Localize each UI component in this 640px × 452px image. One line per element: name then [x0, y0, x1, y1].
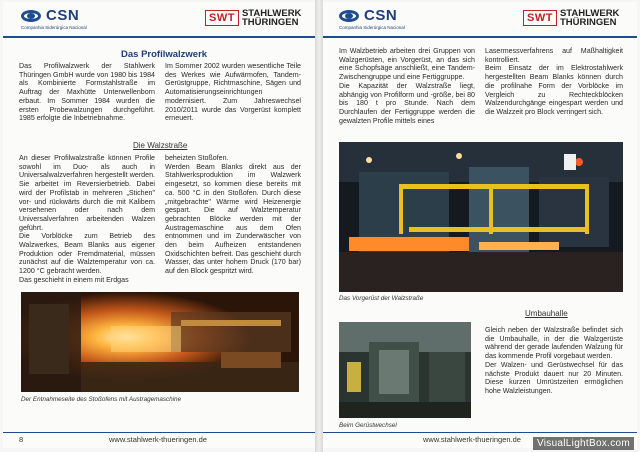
furnace-photo-caption: Der Entnahmeseite des Stoßofens mit Austragemaschine [21, 396, 182, 403]
furnace-photo-image [21, 292, 299, 392]
swt-logo: SWT STAHLWERK THÜRINGEN [205, 9, 301, 27]
footer-url[interactable]: www.stahlwerk-thueringen.de [109, 435, 207, 444]
page-number: 8 [19, 435, 24, 444]
stand-change-caption: Beim Gerüstwechsel [339, 422, 397, 429]
right-page [323, 2, 637, 448]
stand-change-photo [339, 322, 471, 418]
footer-rule [323, 432, 637, 433]
right-header [323, 2, 637, 36]
section-title-walzstrasse: Die Walzstraße [133, 141, 188, 150]
walzstrasse-column-1: An dieser Profilwalzstraße können Profile sowohl im Duo- als auch in Universalwalzverfahren hergestellt werden. Sie arbeitet im Reversierbetrieb. Dabei wird der Profilstab in mehreren „Stichen" vor- und rückwärts durch die mit Kalibern versehenen oder nach dem Universalverfahren arbeitenden Walzen geführt. Die Vorblöcke zum Betrieb des Walzwerkes, Beam Blanks aus eigener Produktion oder Fremdmaterial, müssen zunächst auf die Walztemperatur von ca. 1200 °C gebracht werden. Das geschieht in einem mit Erdgas [19, 154, 155, 284]
csn-logo: CSN Companhia Siderúrgica Nacional [339, 7, 405, 30]
section-title-umbauhalle: Umbauhalle [525, 309, 568, 318]
header-rule [323, 36, 637, 38]
umbauhalle-column: Gleich neben der Walzstraße befindet sich die Umbauhalle, in der die Walzgerüste während der gerade laufenden Walzung für das kommende Profil vorgebaut werden. Der Walzen- und Gerüstwechsel für das nächste Produkt dauert nur 20 Minuten. Diese kurzen Umrüstzeiten ermöglichen hohe Walzleistungen. [485, 326, 623, 395]
right-column-1: Im Walzbetrieb arbeiten drei Gruppen von Walzgerüsten, ein Vorgerüst, an das sich eine Schopfsäge anschließt, eine Tandem-Zwischengruppe und eine Fertiggruppe. Die Kapazität der Walzstraße liegt, abhängig von Profilform und -größe, bei 80 bis 180 t pro Stunde. Nach dem Durchlaufen der Fertiggruppe werden die gewalzten Profile mittels eines [339, 47, 475, 125]
left-header [3, 2, 315, 36]
csn-logo-icon [21, 9, 43, 23]
footer-url[interactable]: www.stahlwerk-thueringen.de [423, 435, 521, 444]
watermark: VisualLightBox.com [533, 437, 634, 450]
roughing-stand-image [339, 142, 623, 292]
furnace-photo [21, 292, 299, 392]
swt-logo: SWT STAHLWERK THÜRINGEN [523, 9, 619, 27]
stand-change-image [339, 322, 471, 418]
csn-logo: CSN Companhia Siderúrgica Nacional [21, 7, 87, 30]
header-rule [3, 36, 315, 38]
page-title: Das Profilwalzwerk [121, 49, 208, 60]
right-column-2: Lasermessverfahrens auf Maßhaltigkeit kontrolliert. Beim Einsatz der im Elektrostahlwerk hergestellten Beam Blanks können durch die profilnahe Form der Vorblöcke im Vergleich zu Rechteckblöcken Walzendurchgänge eingespart werden und die Walzzeit pro Block verringert sich. [485, 47, 623, 116]
roughing-stand-caption: Das Vorgerüst der Walzstraße [339, 295, 424, 302]
intro-column-2: Im Sommer 2002 wurden wesentliche Teile des Werkes wie Aufwärmofen, Tandem-Gerüstgruppe, Richtmaschine, Sägen und Automatisierungseinrichtungen modernisiert. Zum Jahreswechsel 2010/2011 wurde das Vorgerüst komplett erneuert. [165, 62, 301, 123]
binding-gutter [315, 0, 323, 452]
left-page [3, 2, 315, 448]
walzstrasse-column-2: beheizten Stoßofen. Werden Beam Blanks direkt aus der Stahlwerksproduktion im Walzwerk eingesetzt, so kommen diese bereits mit ca. 500 °C in den Stoßofen. Durch diese „mitgebrachte" Wärme wird Heizenergie gespart. Die auf Walztemperatur gebrachten Blöcke werden mit der Austragemaschine aus dem Ofen entnommen und im Zunderwäscher von den beim Aufheizen entstandenen Oxidschichten befreit. Das geschieht durch Wasser, das unter hohem Druck (170 bar) auf den Block gespritzt wird. [165, 154, 301, 276]
roughing-stand-photo [339, 142, 623, 292]
footer-rule [3, 432, 315, 433]
intro-column-1: Das Profilwalzwerk der Stahlwerk Thüringen GmbH wurde von 1980 bis 1984 als Kombinierte Formstahlstraße im Auftrag der Maxhütte Unterwellenborn erbaut. Im Sommer 1984 wurden die ersten Probewalzungen durchgeführt. 1985 erfolgte die Inbetriebnahme. [19, 62, 155, 123]
csn-logo-icon [339, 9, 361, 23]
